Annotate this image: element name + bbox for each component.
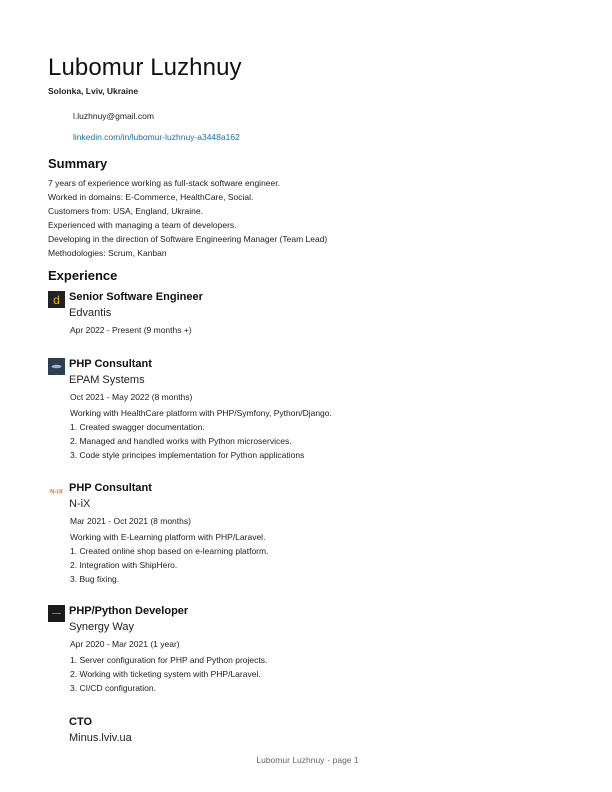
summary-line: Methodologies: Scrum, Kanban [48, 248, 167, 258]
edvantis-logo-text: d [53, 293, 60, 307]
job-dates: Apr 2020 - Mar 2021 (1 year) [70, 639, 180, 649]
job-description-line: 2. Working with ticketing system with PHP/Laravel. [70, 669, 261, 679]
epam-logo-icon [48, 358, 65, 375]
summary-line: Customers from: USA, England, Ukraine. [48, 206, 203, 216]
edvantis-logo-icon [48, 291, 65, 308]
job-title: PHP/Python Developer [69, 605, 189, 617]
summary-line: 7 years of experience working as full-stack software engineer. [48, 178, 280, 188]
summary-line: Worked in domains: E-Commerce, HealthCare, Social. [48, 192, 254, 202]
job-description-line: 1. Server configuration for PHP and Python projects. [70, 655, 268, 665]
job-description [70, 406, 332, 462]
job-title: CTO [69, 716, 93, 728]
summary-heading: Summary [48, 156, 108, 171]
job-description [70, 653, 267, 695]
company-name: N-iX [69, 498, 91, 510]
job-title: PHP Consultant [69, 482, 152, 494]
experience-heading: Experience [48, 268, 118, 283]
job-title: PHP Consultant [69, 358, 152, 370]
job-description-line: 1. Created online shop based on e-learning platform. [70, 546, 269, 556]
footer-name: Lubomur Luzhnuy [256, 755, 325, 765]
company-name: Minus.lviv.ua [69, 732, 132, 744]
nix-logo-text: N-iX [50, 488, 63, 496]
job-description-line: Working with HealthCare platform with PHP/Symfony, Python/Django. [70, 408, 332, 418]
job-dates: Mar 2021 - Oct 2021 (8 months) [70, 516, 191, 526]
job-description [70, 530, 268, 586]
job-description-line: 2. Managed and handled works with Python microservices. [70, 436, 292, 446]
job-description-line: 2. Integration with ShipHero. [70, 560, 178, 570]
summary-line: Experienced with managing a team of developers. [48, 220, 237, 230]
job-description-line: 3. CI/CD configuration. [70, 683, 156, 693]
job-description-line: 3. Bug fixing. [70, 574, 120, 584]
footer-page-number: - page 1 [327, 755, 359, 765]
job-description-line: Working with E-Learning platform with PHP/Laravel. [70, 532, 266, 542]
company-name: Edvantis [69, 307, 112, 319]
candidate-name: Lubomur Luzhnuy [48, 54, 242, 81]
job-description-line: 1. Created swagger documentation. [70, 422, 205, 432]
nix-logo-icon [48, 482, 65, 499]
job-dates: Apr 2022 - Present (9 months +) [70, 325, 192, 335]
linkedin-link[interactable]: linkedin.com/in/lubomur-luzhnuy-a3448a162 [73, 132, 240, 142]
summary-line: Developing in the direction of Software Engineering Manager (Team Lead) [48, 234, 328, 244]
candidate-location: Solonka, Lviv, Ukraine [48, 86, 139, 96]
summary-text [48, 176, 327, 260]
email-address[interactable]: l.luzhnuy@gmail.com [73, 111, 154, 121]
company-name: EPAM Systems [69, 374, 145, 386]
page-footer [0, 755, 612, 765]
company-name: Synergy Way [69, 621, 135, 633]
synergy-way-logo-icon [48, 605, 65, 622]
job-dates: Oct 2021 - May 2022 (8 months) [70, 392, 193, 402]
job-title: Senior Software Engineer [69, 291, 203, 303]
job-description-line: 3. Code style principes implementation for Python applications [70, 450, 305, 460]
